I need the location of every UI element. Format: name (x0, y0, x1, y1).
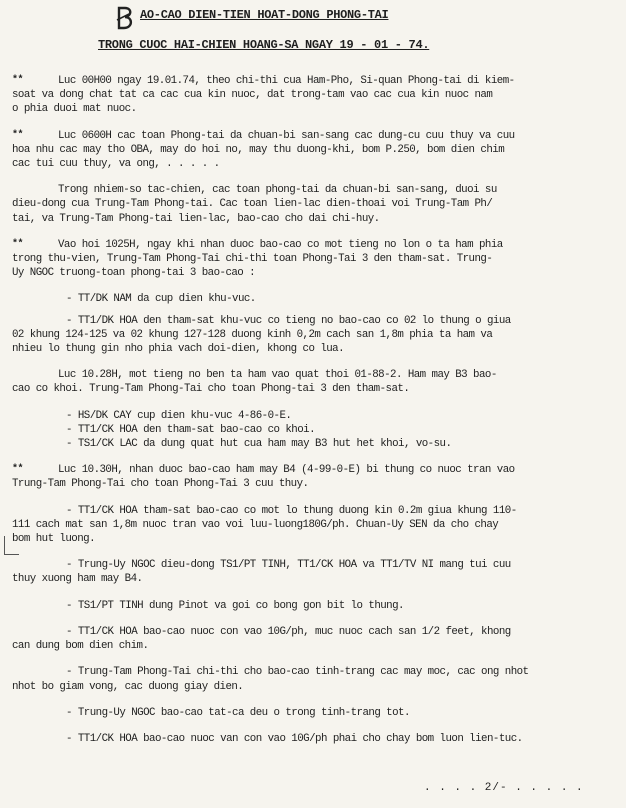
paragraph-14 (12, 665, 616, 693)
paragraph-2 (12, 129, 616, 172)
margin-bracket-mark (4, 536, 19, 555)
paragraph-8 (12, 409, 616, 452)
text-line: - TT1/DK HOA den tham-sat khu-vuc co tieng no bao-cao co 02 lo thung o giua (66, 314, 511, 327)
text-line: Luc 00H00 ngay 19.01.74, theo chi-thi cua Ham-Pho, Si-quan Phong-tai di kiem- (58, 75, 515, 87)
text-line: Trong nhiem-so tac-chien, cac toan phong-tai da chuan-bi san-sang, duoi su (58, 184, 497, 197)
paragraph-11 (12, 558, 616, 586)
text-line: soat va dong chat tat ca cac cua kin nuoc, dat trong-tam vao cac cua kin nuoc nam (12, 89, 493, 102)
text-line: trong thu-vien, Trung-Tam Phong-Tai chi-thi toan Phong-Tai 3 den tham-sat. Trung- (12, 253, 493, 266)
paragraph-5 (12, 292, 616, 306)
letterhead-logo-icon (116, 6, 138, 30)
report-body (12, 74, 616, 758)
text-line: cac tui cuu thuy, va ong, . . . . . (12, 158, 220, 171)
text-line: - TS1/CK LAC da dung quat hut cua ham may B3 hut het khoi, vo-su. (66, 438, 452, 451)
paragraph-3 (12, 183, 616, 226)
text-line: - TS1/PT TINH dung Pinot va goi co bong gon bit lo thung. (66, 599, 404, 612)
text-line: - TT/DK NAM da cup dien khu-vuc. (66, 293, 256, 306)
text-line: nhot bo giam vong, cac duong giay dien. (12, 680, 244, 693)
report-subtitle: TRONG CUOC HAI-CHIEN HOANG-SA NGAY 19 - 01 - 74. (98, 38, 430, 52)
text-line: 111 cach mat san 1,8m nuoc tran vao voi luu-luong180G/ph. Chuan-Uy SEN da cho chay (12, 518, 499, 531)
paragraph-9 (12, 463, 616, 491)
page-continuation-marker: . . . . 2/- . . . . . (424, 782, 584, 794)
paragraph-15 (12, 706, 616, 720)
paragraph-13 (12, 625, 616, 653)
text-line: - TT1/CK HOA tham-sat bao-cao co mot lo thung duong kin 0.2m giua khung 110- (66, 504, 517, 517)
text-line: - Trung-Tam Phong-Tai chi-thi cho bao-cao tinh-trang cac may moc, cac ong nhot (66, 666, 529, 679)
paragraph-4 (12, 238, 616, 281)
text-line: - TT1/CK HOA bao-cao nuoc van con vao 10G/ph phai cho chay bom luon lien-tuc. (66, 732, 523, 745)
text-line: Luc 10.28H, mot tieng no ben ta ham vao quat thoi 01-88-2. Ham may B3 bao- (58, 369, 497, 382)
text-line: Luc 0600H cac toan Phong-tai da chuan-bi san-sang cac dung-cu cuu thuy va cuu (58, 129, 515, 142)
paragraph-star: ** (12, 464, 23, 476)
text-line: tai, va Trung-Tam Phong-tai lien-lac, bao-cao cho dai chi-huy. (12, 212, 380, 225)
text-line: - HS/DK CAY cup dien khu-vuc 4-86-0-E. (66, 409, 292, 422)
paragraph-10 (12, 504, 616, 547)
text-line: bom hut luong. (12, 533, 96, 546)
paragraph-7 (12, 368, 616, 396)
text-line: - TT1/CK HOA den tham-sat bao-cao co khoi. (66, 423, 316, 436)
text-line: hoa nhu cac may tho OBA, may do hoi no, may thu duong-khi, bom P.250, bom dien chim (12, 143, 505, 156)
text-line: - TT1/CK HOA bao-cao nuoc con vao 10G/ph, muc nuoc cach san 1/2 feet, khong (66, 625, 511, 638)
paragraph-12 (12, 599, 616, 613)
text-line: 02 khung 124-125 va 02 khung 127-128 duong kinh 0,2m cach san 1,8m phia ta ham va (12, 328, 493, 341)
text-line: dieu-dong cua Trung-Tam Phong-tai. Cac toan lien-lac dien-thoai voi Trung-Tam Ph/ (12, 198, 493, 211)
text-line: Uy NGOC truong-toan phong-tai 3 bao-cao : (12, 267, 256, 280)
text-line: Trung-Tam Phong-Tai cho toan Phong-Tai 3 cuu thuy. (12, 478, 309, 491)
paragraph-star: ** (12, 75, 23, 86)
text-line: cao co khoi. Trung-Tam Phong-Tai cho toan Phong-tai 3 den tham-sat. (12, 383, 410, 396)
text-line: can dung bom dien chim. (12, 640, 149, 653)
report-title: AO-CAO DIEN-TIEN HOAT-DONG PHONG-TAI (140, 8, 389, 22)
paragraph-6 (12, 314, 616, 357)
text-line: - Trung-Uy NGOC dieu-dong TS1/PT TINH, TT1/CK HOA va TT1/TV NI mang tui cuu (66, 559, 511, 572)
text-line: o phia duoi mat nuoc. (12, 103, 137, 116)
text-line: nhieu lo thung gin nho phia vach doi-dien, khong co lua. (12, 343, 345, 356)
paragraph-star: ** (12, 129, 23, 141)
text-line: Vao hoi 1025H, ngay khi nhan duoc bao-cao co mot tieng no lon o ta ham phia (58, 238, 503, 251)
paragraph-16 (12, 732, 616, 746)
paragraph-1 (12, 74, 616, 117)
text-line: Luc 10.30H, nhan duoc bao-cao ham may B4 (4-99-0-E) bi thung co nuoc tran vao (58, 464, 515, 477)
paragraph-star: ** (12, 238, 23, 250)
text-line: thuy xuong ham may B4. (12, 573, 143, 586)
text-line: - Trung-Uy NGOC bao-cao tat-ca deu o trong tinh-trang tot. (66, 706, 410, 719)
